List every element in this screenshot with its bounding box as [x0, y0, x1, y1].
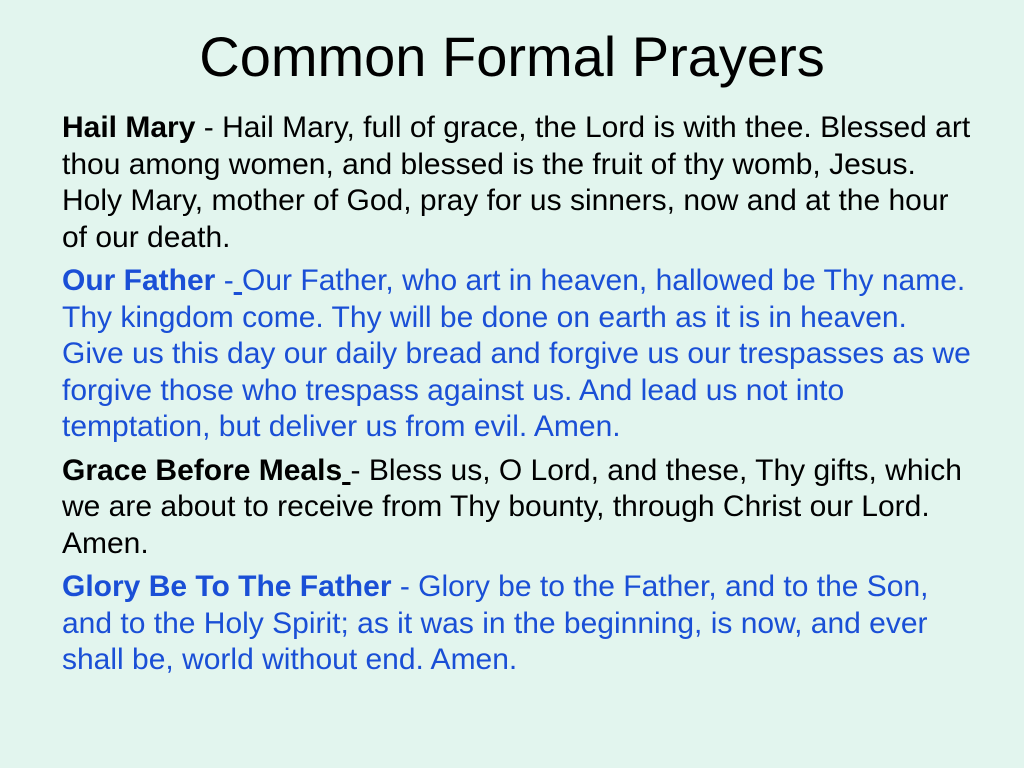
prayer-hail-mary	[62, 110, 972, 256]
prayer-separator-underlined	[234, 264, 242, 297]
prayer-name: Grace Before Meals	[62, 453, 343, 487]
prayer-separator: -	[391, 570, 419, 603]
slide-body	[62, 110, 972, 686]
prayer-text: Our Father, who art in heaven, hallowed be Thy name. Thy kingdom come. Thy will be done on earth as it is in heaven. Give us this day our daily bread and forgive us our trespasses as we forgive those who trespass against us. And lead us not into temptation, but deliver us from evil. Amen.	[62, 264, 971, 443]
prayer-grace-before-meals	[62, 453, 972, 563]
prayer-glory-be	[62, 569, 972, 679]
prayer-text: Hail Mary, full of grace, the Lord is with thee. Blessed art thou among women, and blessed is the fruit of thy womb, Jesus. Holy Mary, mother of God, pray for us sinners, now and at the hour of our death.	[62, 111, 971, 254]
prayer-name: Glory Be To The Father	[62, 570, 392, 603]
prayer-separator: -	[215, 264, 234, 297]
prayer-name: Hail Mary	[62, 111, 196, 144]
prayer-separator: -	[350, 453, 369, 487]
slide-title: Common Formal Prayers	[199, 25, 825, 88]
prayer-text: Glory be to the Father, and to the Son, and to the Holy Spirit; as it was in the beginning, is now, and ever shall be, world without end. Amen.	[62, 570, 929, 676]
prayer-our-father	[62, 263, 972, 446]
prayer-separator: -	[195, 111, 223, 144]
prayer-name: Our Father	[62, 264, 216, 297]
prayer-text: Bless us, O Lord, and these, Thy gifts, which we are about to receive from Thy bounty, through Christ our Lord. Amen.	[62, 453, 962, 560]
